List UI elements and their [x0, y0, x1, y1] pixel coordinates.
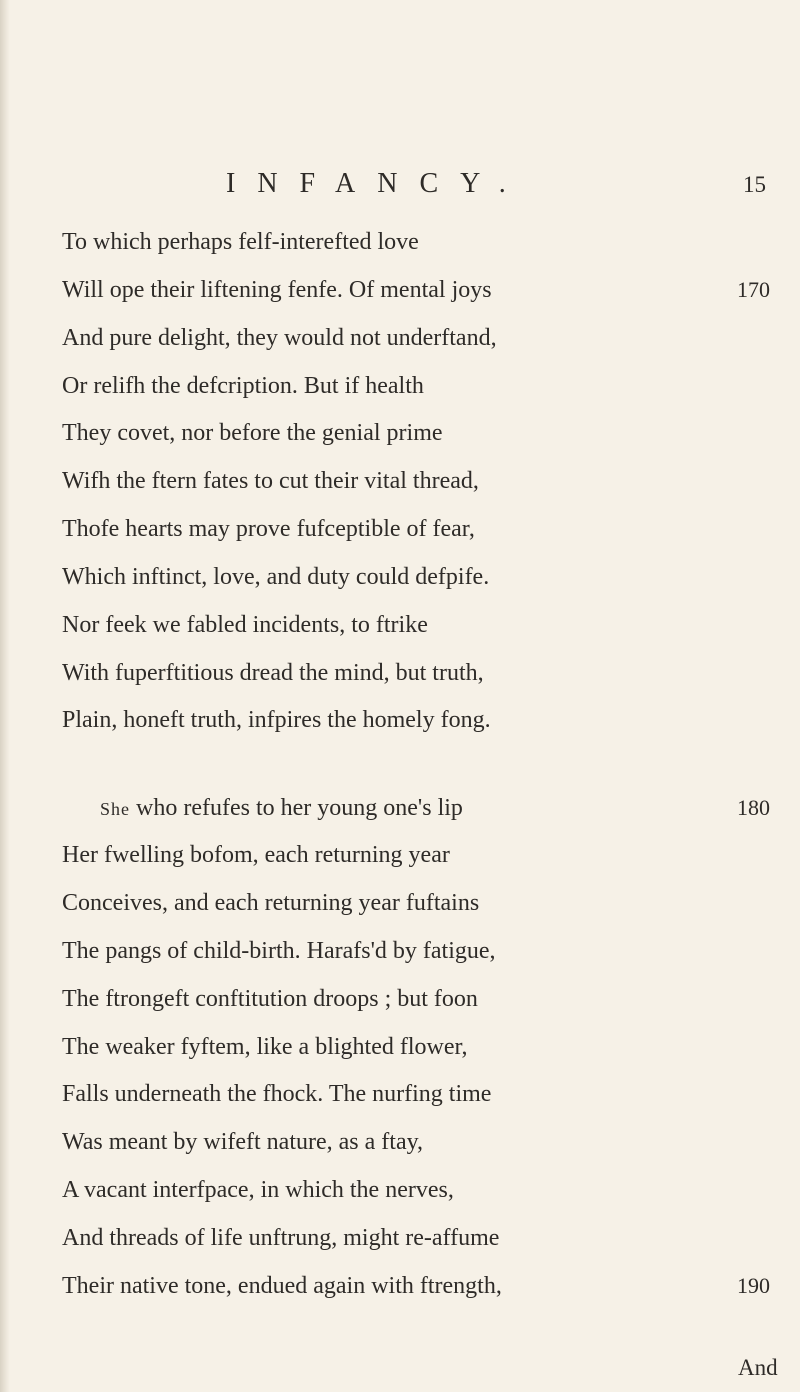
verse-line: And pure delight, they would not underftand,: [62, 325, 497, 351]
verse-line: Wifh the ftern fates to cut their vital thread,: [62, 468, 479, 494]
verse-line: A vacant interfpace, in which the nerves,: [62, 1177, 454, 1203]
verse-line: Falls underneath the fhock. The nurfing time: [62, 1081, 492, 1107]
page-header: [0, 168, 800, 208]
verse-line: They covet, nor before the genial prime: [62, 420, 443, 446]
verse-line: To which perhaps felf-interefted love: [62, 229, 419, 255]
verse-line: Was meant by wifeft nature, as a ftay,: [62, 1129, 424, 1155]
verse-line: The pangs of child-birth. Harafs'd by fatigue,: [62, 938, 496, 964]
verse-line: Conceives, and each returning year fuftains: [62, 890, 480, 916]
page-gutter: [0, 0, 10, 1392]
line-number-190: 190: [737, 1273, 770, 1298]
verse-line-first: [100, 794, 463, 823]
verse-line-rest: who refufes to her young one's lip: [136, 795, 463, 821]
verse-line: Or relifh the defcription. But if health: [62, 373, 424, 399]
verse-line: Which inftinct, love, and duty could defpife.: [62, 564, 490, 590]
verse-line: Her fwelling bofom, each returning year: [62, 842, 450, 868]
catchword: And: [738, 1355, 778, 1380]
verse-line: The ftrongeft conftitution droops ; but foon: [62, 986, 478, 1012]
verse-line: Nor feek we fabled incidents, to ftrike: [62, 612, 428, 638]
verse-line: The weaker fyftem, like a blighted flower,: [62, 1034, 468, 1060]
verse-line: Will ope their liftening fenfe. Of mental joys: [62, 277, 492, 303]
small-caps-word: She: [100, 799, 130, 819]
line-number-170: 170: [737, 277, 770, 302]
running-title: INFANCY.: [226, 168, 528, 199]
page-number: 15: [743, 172, 766, 197]
verse-line: And threads of life unftrung, might re-affume: [62, 1225, 500, 1251]
verse-line: Their native tone, endued again with ftrength,: [62, 1273, 502, 1299]
verse-line: Plain, honeft truth, infpires the homely fong.: [62, 707, 491, 733]
verse-line: Thofe hearts may prove fufceptible of fear,: [62, 516, 475, 542]
line-number-180: 180: [737, 795, 770, 820]
verse-line: With fuperftitious dread the mind, but truth,: [62, 660, 484, 686]
